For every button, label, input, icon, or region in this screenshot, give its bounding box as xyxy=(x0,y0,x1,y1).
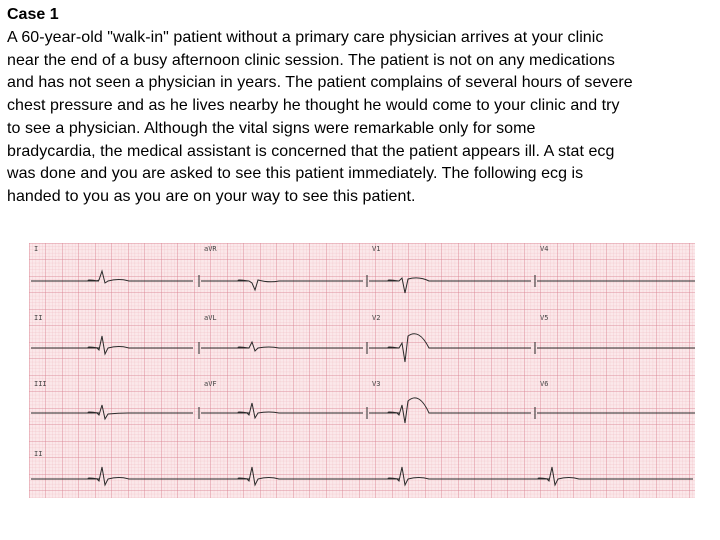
ecg-lead-label: III xyxy=(34,380,47,388)
ecg-lead-label: V3 xyxy=(372,380,381,388)
case-text-line: A 60-year-old "walk-in" patient without a primary care physician arrives at your clinic xyxy=(7,29,604,46)
ecg-lead-label: V4 xyxy=(540,245,549,253)
case-description xyxy=(7,27,713,209)
ecg-lead-label: V1 xyxy=(372,245,381,253)
case-text-line: bradycardia, the medical assistant is concerned that the patient appears ill. A stat ecg xyxy=(7,142,615,160)
case-text-line: chest pressure and as he lives nearby he thought he would come to your clinic and try xyxy=(7,97,620,115)
ecg-lead-label: I xyxy=(34,245,39,253)
case-text-line: handed to you as you are on your way to see this patient. xyxy=(7,187,416,205)
ecg-lead-label: V6 xyxy=(540,380,549,388)
ecg-lead-label: II xyxy=(34,314,43,322)
ecg-lead-label: aVL xyxy=(204,314,217,322)
ecg-lead-label: aVF xyxy=(204,380,217,388)
ecg-lead-label: aVR xyxy=(204,245,217,253)
ecg-lead-label: II xyxy=(34,450,43,458)
ecg-lead-label: V2 xyxy=(372,314,381,322)
case-text-line: near the end of a busy afternoon clinic session. The patient is not on any medications xyxy=(7,51,615,69)
case-text-line: to see a physician. Although the vital signs were remarkable only for some xyxy=(7,119,536,137)
ecg-lead-label: V5 xyxy=(540,314,549,322)
ecg-tracing xyxy=(29,243,695,498)
case-text-line: and has not seen a physician in years. The patient complains of several hours of severe xyxy=(7,74,633,92)
case-text-line: was done and you are asked to see this patient immediately. The following ecg is xyxy=(7,165,584,183)
case-title: Case 1 xyxy=(7,6,59,23)
